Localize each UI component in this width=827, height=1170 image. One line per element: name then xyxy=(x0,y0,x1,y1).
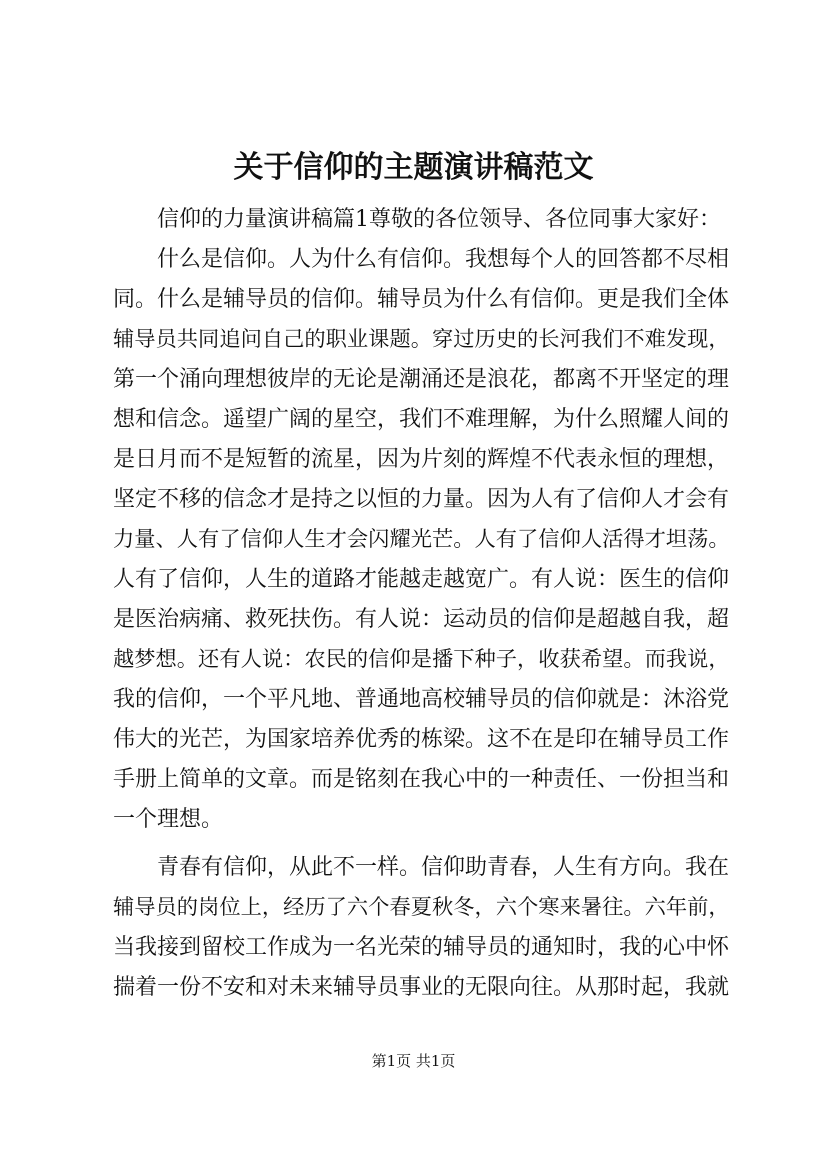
text-line: 揣着一份不安和对未来辅导员事业的无限向往。从那时起，我就 xyxy=(113,975,730,1000)
document-title: 关于信仰的主题演讲稿范文 xyxy=(233,150,594,185)
text-line: 手册上简单的文章。而是铭刻在我心中的一种责任、一份担当和 xyxy=(113,767,730,792)
text-line: 辅导员共同追问自己的职业课题。穿过历史的长河我们不难发现， xyxy=(113,327,730,352)
text-line: 越梦想。还有人说：农民的信仰是播下种子，收获希望。而我说， xyxy=(113,647,730,672)
page-footer: 第1页 共1页 xyxy=(371,1052,456,1070)
text-line: 想和信念。遥望广阔的星空，我们不难理解，为什么照耀人间的 xyxy=(113,407,730,432)
text-line: 当我接到留校工作成为一名光荣的辅导员的通知时，我的心中怀 xyxy=(113,935,730,960)
text-line: 伟大的光芒，为国家培养优秀的栋梁。这不在是印在辅导员工作 xyxy=(113,727,730,752)
text-line: 什么是信仰。人为什么有信仰。我想每个人的回答都不尽相 xyxy=(157,247,730,272)
paragraph-gap xyxy=(113,840,733,848)
text-line: 第一个涌向理想彼岸的无论是潮涌还是浪花，都离不开坚定的理 xyxy=(113,367,730,392)
text-line: 力量、人有了信仰人生才会闪耀光芒。人有了信仰人活得才坦荡。 xyxy=(113,527,730,552)
text-line: 辅导员的岗位上，经历了六个春夏秋冬，六个寒来暑往。六年前， xyxy=(113,895,730,920)
text-line: 我的信仰，一个平凡地、普通地高校辅导员的信仰就是：沐浴党 xyxy=(113,687,730,712)
text-line: 人有了信仰，人生的道路才能越走越宽广。有人说：医生的信仰 xyxy=(113,567,730,592)
text-line: 是日月而不是短暂的流星，因为片刻的辉煌不代表永恒的理想， xyxy=(113,447,730,472)
text-line: 坚定不移的信念才是持之以恒的力量。因为人有了信仰人才会有 xyxy=(113,487,730,512)
document-body xyxy=(113,200,733,1008)
text-line: 一个理想。 xyxy=(113,807,224,832)
text-line: 同。什么是辅导员的信仰。辅导员为什么有信仰。更是我们全体 xyxy=(113,287,730,312)
text-line: 青春有信仰，从此不一样。信仰助青春，人生有方向。我在 xyxy=(157,855,730,880)
text-line: 信仰的力量演讲稿篇1尊敬的各位领导、各位同事大家好： xyxy=(157,207,721,232)
text-line: 是医治病痛、救死扶伤。有人说：运动员的信仰是超越自我，超 xyxy=(113,607,730,632)
